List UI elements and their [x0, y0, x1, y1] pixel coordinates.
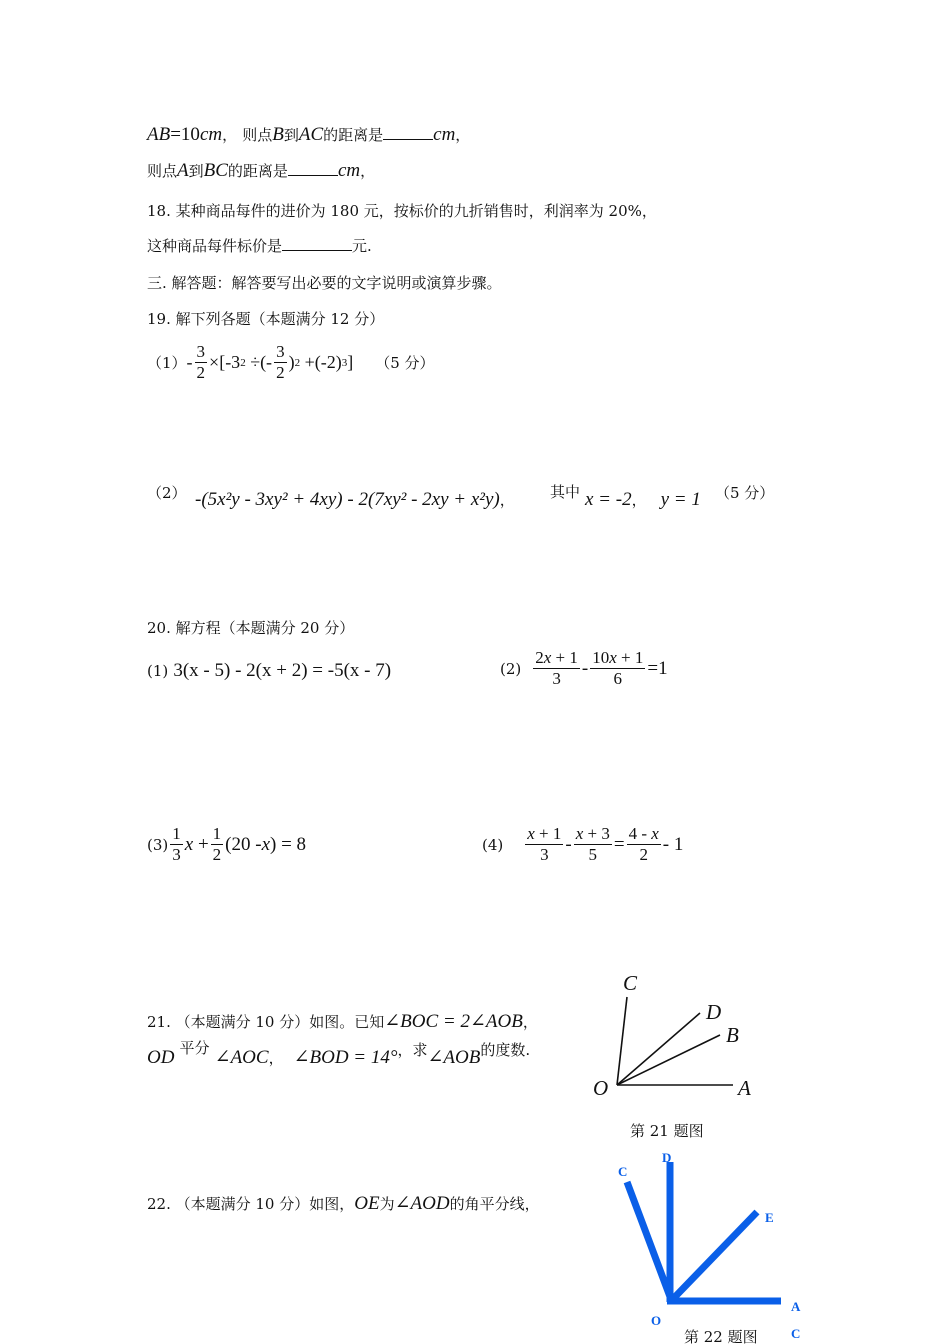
unit-cm: cm [337, 160, 361, 181]
segment-ab: AB [147, 124, 171, 145]
q19-p2-score: （5 分） [715, 484, 775, 502]
q18-line2 [147, 235, 372, 256]
q20-p3-label: (3) [147, 835, 169, 854]
q20-part4 [482, 824, 683, 865]
q18-line1: 18. 某种商品每件的进价为 180 元，按标价的九折销售时，利润率为 20%， [147, 202, 657, 220]
q21-bod: ∠BOD = 14° [293, 1047, 398, 1068]
comma: ， [222, 126, 238, 144]
q20-p4-label: (4) [482, 835, 504, 854]
q21-given: ∠BOC = 2∠AOB [384, 1011, 523, 1032]
q22-line [147, 1192, 540, 1215]
q18-text: 这种商品每件标价是 [147, 237, 283, 255]
q22-oe: OE [354, 1193, 380, 1214]
q19-p2-expression: -(5x²y - 3xy² + 4xy) - 2(7xy² - 2xy + x²y) [195, 489, 500, 510]
line-ac: AC [298, 124, 324, 145]
q20-p3-expression: $\frac{1}{3}$ x + $\frac{1}{2}$ (20 - x ) = 8 [172, 824, 307, 864]
answer-blank[interactable] [282, 236, 352, 251]
text-dao: 到 [188, 162, 204, 180]
q21-ask: ，求 [397, 1041, 428, 1059]
label-o: O [651, 1313, 662, 1328]
figure-22 [605, 1145, 820, 1344]
q21-line2 [147, 1039, 531, 1069]
comma: ， [499, 491, 515, 509]
q20-title: 20. 解方程（本题满分 20 分） [147, 619, 355, 637]
q19-p2-x: x = -2 [585, 489, 632, 510]
answer-blank[interactable] [288, 161, 338, 176]
label-o: O [593, 1076, 609, 1100]
unit-cm: cm [433, 124, 456, 145]
q19-p2-values [585, 489, 701, 511]
label-a: A [738, 1076, 751, 1100]
q20-part2 [500, 648, 668, 689]
ray-oc [627, 1182, 672, 1302]
q22-intro: 22. （本题满分 10 分）如图， [147, 1195, 355, 1213]
q20-p2-label: (2) [500, 659, 522, 678]
comma: ， [522, 1013, 538, 1031]
comma: ， [268, 1049, 284, 1067]
q20-p2-expression: $\frac{2x + 1}{3}$ - $\frac{10x + 1}{6}$ =1 [535, 648, 668, 688]
q21-line1 [147, 1010, 538, 1033]
q22-aod: ∠AOD [394, 1193, 450, 1214]
q20-part3 [147, 824, 306, 865]
q20-p1-expression: 3(x - 5) - 2(x + 2) = -5(x - 7) [173, 660, 392, 681]
figure-22-caption: 第 22 题图 [684, 1328, 758, 1344]
q21-aoc: ∠AOC [214, 1047, 269, 1068]
q19-p2-y: y = 1 [660, 489, 701, 510]
q22-wei: 为 [379, 1195, 395, 1213]
q19-p1-expression: - $\frac{3}{2}$ ×[-3 2 ÷(- $\frac{3}{2}$ ) 2 +(-2) 3 ] [186, 342, 354, 382]
text-distance: 的距离是 [227, 162, 288, 180]
line-a-bc-distance [147, 160, 375, 182]
q19-p2-label: （2） [147, 484, 187, 502]
label-c2: C [791, 1326, 801, 1341]
text-ze-dian: 则点 [242, 126, 273, 144]
comma: ， [360, 162, 376, 180]
q21-intro: 21. （本题满分 10 分）如图。已知 [147, 1013, 385, 1031]
comma: ， [455, 126, 471, 144]
section-title: 三. 解答题：解答要写出必要的文字说明或演算步骤。 [147, 274, 502, 292]
point-a: A [177, 160, 189, 181]
label-c: C [623, 971, 638, 995]
q21-bisects: 平分 [179, 1039, 210, 1057]
figure-21 [585, 965, 775, 1105]
label-d: D [706, 1000, 722, 1024]
equals-10: =10 [170, 124, 200, 145]
q20-p1-label: (1) [147, 662, 169, 680]
ray-oc [617, 997, 627, 1085]
q19-part1 [147, 342, 435, 383]
q21-od: OD [147, 1047, 175, 1068]
text-ze-dian: 则点 [147, 162, 178, 180]
line-ab-distance [147, 124, 470, 146]
q20-p4-expression: $\frac{x + 1}{3}$ - $\frac{x + 3}{5}$ = $\frac{4 - x}{2}$ - 1 [527, 824, 684, 864]
figure-21-caption: 第 21 题图 [630, 1122, 704, 1140]
separator: ， [631, 491, 647, 509]
ray-od [617, 1013, 700, 1085]
label-e: E [765, 1210, 774, 1225]
answer-blank[interactable] [383, 125, 433, 140]
q18-unit: 元. [352, 237, 372, 255]
q20-part1 [147, 660, 391, 682]
unit-cm: cm [199, 124, 223, 145]
q22-bisector: 的角平分线， [449, 1195, 540, 1213]
q19-part2 [147, 482, 187, 503]
label-a: A [791, 1299, 801, 1314]
label-d: D [662, 1150, 672, 1165]
q19-title: 19. 解下列各题（本题满分 12 分） [147, 310, 385, 328]
ray-oe [670, 1212, 757, 1302]
q19-p2-where: 其中 [550, 483, 581, 501]
q21-degree: 的度数. [480, 1041, 531, 1059]
q19-p2-line [195, 489, 515, 511]
q19-p1-label: （1） [147, 354, 187, 372]
text-distance: 的距离是 [323, 126, 384, 144]
q19-p1-score: （5 分） [375, 354, 435, 372]
ray-ob [617, 1035, 720, 1085]
label-b: B [726, 1023, 739, 1047]
point-b: B [272, 124, 284, 145]
q21-aob: ∠AOB [427, 1047, 481, 1068]
text-dao: 到 [283, 126, 299, 144]
line-bc: BC [203, 160, 228, 181]
label-c: C [618, 1164, 628, 1179]
